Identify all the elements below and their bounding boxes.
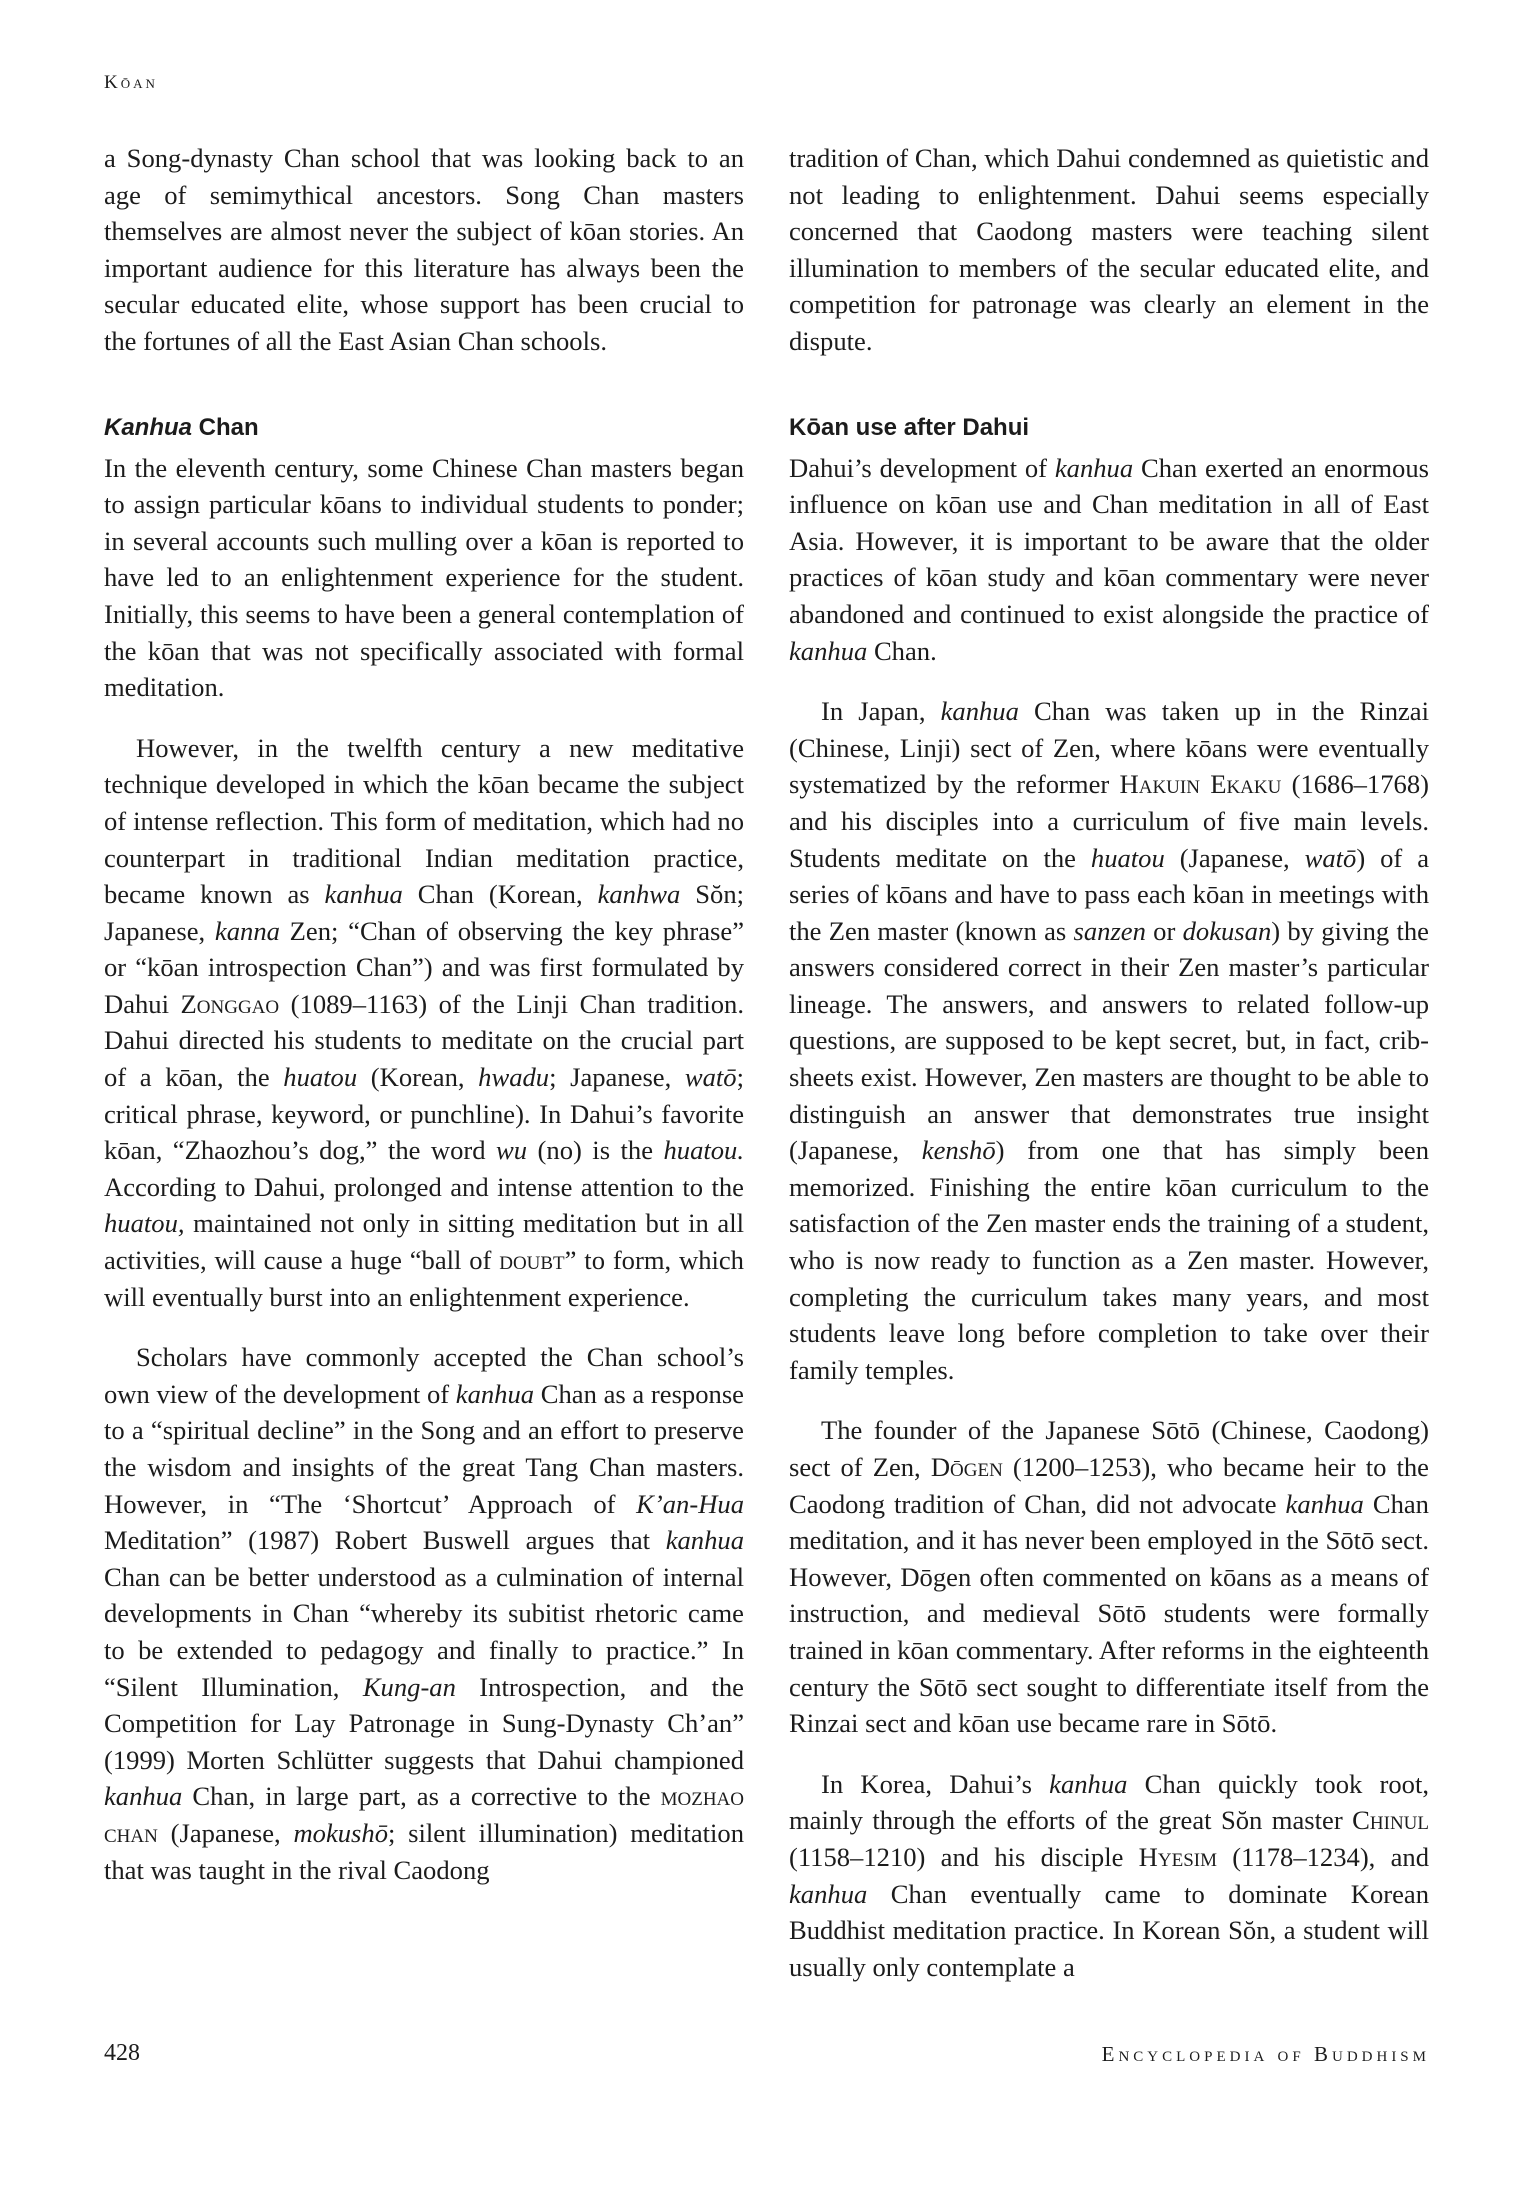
book-title: Encyclopedia of Buddhism [1101,2042,1430,2066]
page-number: 428 [104,2040,140,2066]
paragraph: However, in the twelfth century a new meditative technique developed in which the kōan became the subject of intense reflection. This form of meditation, which had no counterpart in traditional Indian meditation practice, became known as kanhua Chan (Korean, kanhwa Sŏn; Japanese, kanna Zen; “Chan of observing the key phrase” or “kōan introspection Chan”) and was first formulated by Dahui Zonggao (1089–1163) of the Linji Chan tradition. Dahui directed his students to meditate on the crucial part of a kōan, the huatou (Korean, hwadu; Japanese, watō; critical phrase, keyword, or punchline). In Dahui’s favorite kōan, “Zhaozhou’s dog,” the word wu (no) is the huatou. According to Dahui, prolonged and intense attention to the huatou, maintained not only in sitting meditation but in all activities, will cause a huge “ball of doubt” to form, which will eventually burst into an enlightenment experience. [104,732,745,1312]
paragraph: a Song-dynasty Chan school that was looking back to an age of semimythical ancestors. Song Chan masters themselves are almost never the subject of kōan stories. An important audience for this literature has always been the secular educated elite, whose support has been crucial to the fortunes of all the East Asian Chan schools. [104,143,744,356]
cross-reference: Zonggao [180,988,280,1019]
cross-reference: doubt [499,1245,565,1276]
paragraph: The founder of the Japanese Sōtō (Chinese, Caodong) sect of Zen, Dōgen (1200–1253), who became heir to the Caodong tradition of Chan, did not advocate kanhua Chan meditation, and it has never been employed in the Sōtō sect. However, Dōgen often commented on kōans as a means of instruction, and medieval Sōtō students were formally trained in kōan commentary. After reforms in the eighteenth century the Sōtō sect sought to differentiate itself from the Rinzai sect and kōan use became rare in Sōtō. [789,1415,1429,1739]
paragraph: Dahui’s development of kanhua Chan exerted an enormous influence on kōan use and Chan meditation in all of East Asia. However, it is important to be aware that the older practices of kōan study and kōan commentary were never abandoned and continued to exist alongside the practice of kanhua Chan. [789,452,1430,666]
heading-rest: Chan [192,413,259,441]
right-column [789,140,1429,2009]
section-heading-koan-use-after-dahui: Kōan use after Dahui [789,413,1030,441]
cross-reference: Hakuin Ekaku [1119,769,1282,800]
cross-reference: Chinul [1352,1805,1429,1836]
paragraph: tradition of Chan, which Dahui condemned as quietistic and not leading to enlightenment. Dahui seems especially concerned that Caodong masters were teaching silent illumination to members of the secular educated elite, and competition for patronage was clearly an element in the dispute. [789,143,1429,356]
left-column [104,140,744,1912]
cross-reference: Hyesim [1138,1841,1217,1872]
cross-reference: Dōgen [930,1452,1003,1482]
paragraph: Scholars have commonly accepted the Chan school’s own view of the development of kanhua Chan as a response to a “spiritual decline” in the Song and an effort to preserve the wisdom and insights of the great Tang Chan masters. However, in “The ‘Shortcut’ Approach of K’an-Hua Meditation” (1987) Robert Buswell argues that kanhua Chan can be better understood as a culmination of internal developments in Chan “whereby its subitist rhetoric came to be extended to pedagogy and finally to practice.” In “Silent Illumination, Kung-an Introspection, and the Competition for Lay Patronage in Sung-Dynasty Ch’an” (1999) Morten Schlütter suggests that Dahui championed kanhua Chan, in large part, as a corrective to the mozhao chan (Japanese, mokushō; silent illumination) meditation that was taught in the rival Caodong [104,1342,744,1885]
paragraph: In the eleventh century, some Chinese Chan masters began to assign particular kōans to individual students to ponder; in several accounts such mulling over a kōan is reported to have led to an enlightenment experience for the student. Initially, this seems to have been a general contemplation of the kōan that was not specifically associated with formal meditation. [104,452,744,703]
paragraph: In Korea, Dahui’s kanhua Chan quickly took root, mainly through the efforts of the great Sŏn master Chinul (1158–1210) and his disciple Hyesim (1178–1234), and kanhua Chan eventually came to dominate Korean Buddhist meditation practice. In Korean Sŏn, a student will usually only contemplate a [789,1768,1429,1982]
running-head: Kōan [104,72,158,93]
paragraph: In Japan, kanhua Chan was taken up in the Rinzai (Chinese, Linji) sect of Zen, where kōans were eventually systematized by the reformer Hakuin Ekaku (1686–1768) and his disciples into a curriculum of five main levels. Students meditate on the huatou (Japanese, watō) of a series of kōans and have to pass each kōan in meetings with the Zen master (known as sanzen or dokusan) by giving the answers considered correct in their Zen master’s particular lineage. The answers, and answers to related follow-up questions, are supposed to be kept secret, but, in fact, crib-sheets exist. However, Zen masters are thought to be able to distinguish an answer that demonstrates true insight (Japanese, kenshō) from one that has simply been memorized. Finishing the entire kōan curriculum to the satisfaction of the Zen master ends the training of a student, who is now ready to function as a Zen master. However, completing the curriculum takes many years, and most students leave long before completion to take over their family temples. [789,696,1429,1385]
heading-term: Kanhua [104,413,193,441]
section-heading-kanhua-chan [104,410,744,446]
cross-reference: mozhao chan [104,1781,744,1848]
